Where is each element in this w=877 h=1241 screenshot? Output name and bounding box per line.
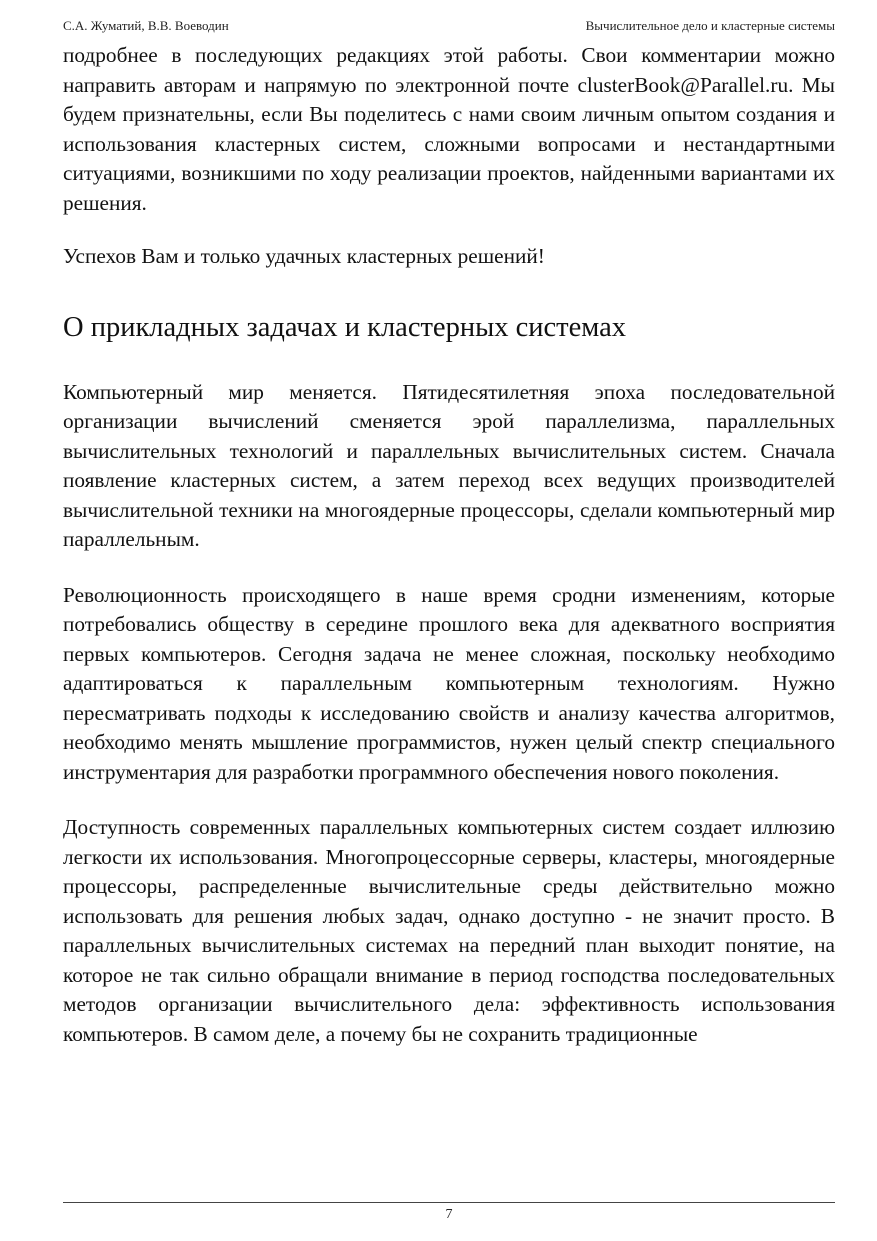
- header-book-title: Вычислительное дело и кластерные системы: [585, 18, 835, 33]
- page-number: 7: [445, 1207, 453, 1222]
- paragraph-availability: Доступность современных параллельных компьютерных систем создает иллюзию легкости их использования. Многопроцессорные серверы, кластеры, многоядерные процессоры, распределенные вычислительные среды действительно можно использовать для решения любых задач, однако доступно - не значит просто. В параллельных вычислительных системах на передний план выходит понятие, на которое не так сильно обращали внимание в период господства последовательных методов организации вычислительного дела: эффективность использования компьютеров. В самом деле, а почему бы не сохранить традиционные: [63, 815, 835, 1046]
- paragraph-wish: Успехов Вам и только удачных кластерных решений!: [63, 244, 545, 268]
- running-header: [63, 16, 835, 36]
- header-authors: С.А. Жуматий, В.В. Воеводин: [63, 18, 229, 33]
- paragraph-computer-world: Компьютерный мир меняется. Пятидесятилетняя эпоха последовательной организации вычислений сменяется эрой параллелизма, параллельных вычислительных технологий и параллельных вычислительных систем. Сначала появление кластерных систем, а затем переход всех ведущих производителей вычислительной техники на многоядерные процессоры, сделали компьютерный мир параллельным.: [63, 379, 835, 551]
- section-title: О прикладных задачах и кластерных системах: [63, 311, 627, 343]
- page-body: [63, 41, 835, 1049]
- paragraph-revolution: Революционность происходящего в наше время сродни изменениям, которые потребовались обществу в середине прошлого века для адекватного восприятия первых компьютеров. Сегодня задача не менее сложная, поскольку необходимо адаптироваться к параллельным компьютерным технологиям. Нужно пересматривать подходы к исследованию свойств и анализу качества алгоритмов, необходимо менять мышление программистов, нужен целый спектр специального инструментария для разработки программного обеспечения нового поколения.: [63, 582, 835, 784]
- paragraph-continuation: подробнее в последующих редакциях этой работы. Свои комментарии можно направить авторам и напрямую по электронной почте clusterBook@Parallel.ru. Мы будем признательны, если Вы поделитесь с нами своим личным опытом создания и использования кластерных систем, сложными вопросами и нестандартными ситуациями, возникшими по ходу реализации проектов, найденными вариантами их решения.: [63, 43, 835, 215]
- footer-divider: [63, 1202, 835, 1203]
